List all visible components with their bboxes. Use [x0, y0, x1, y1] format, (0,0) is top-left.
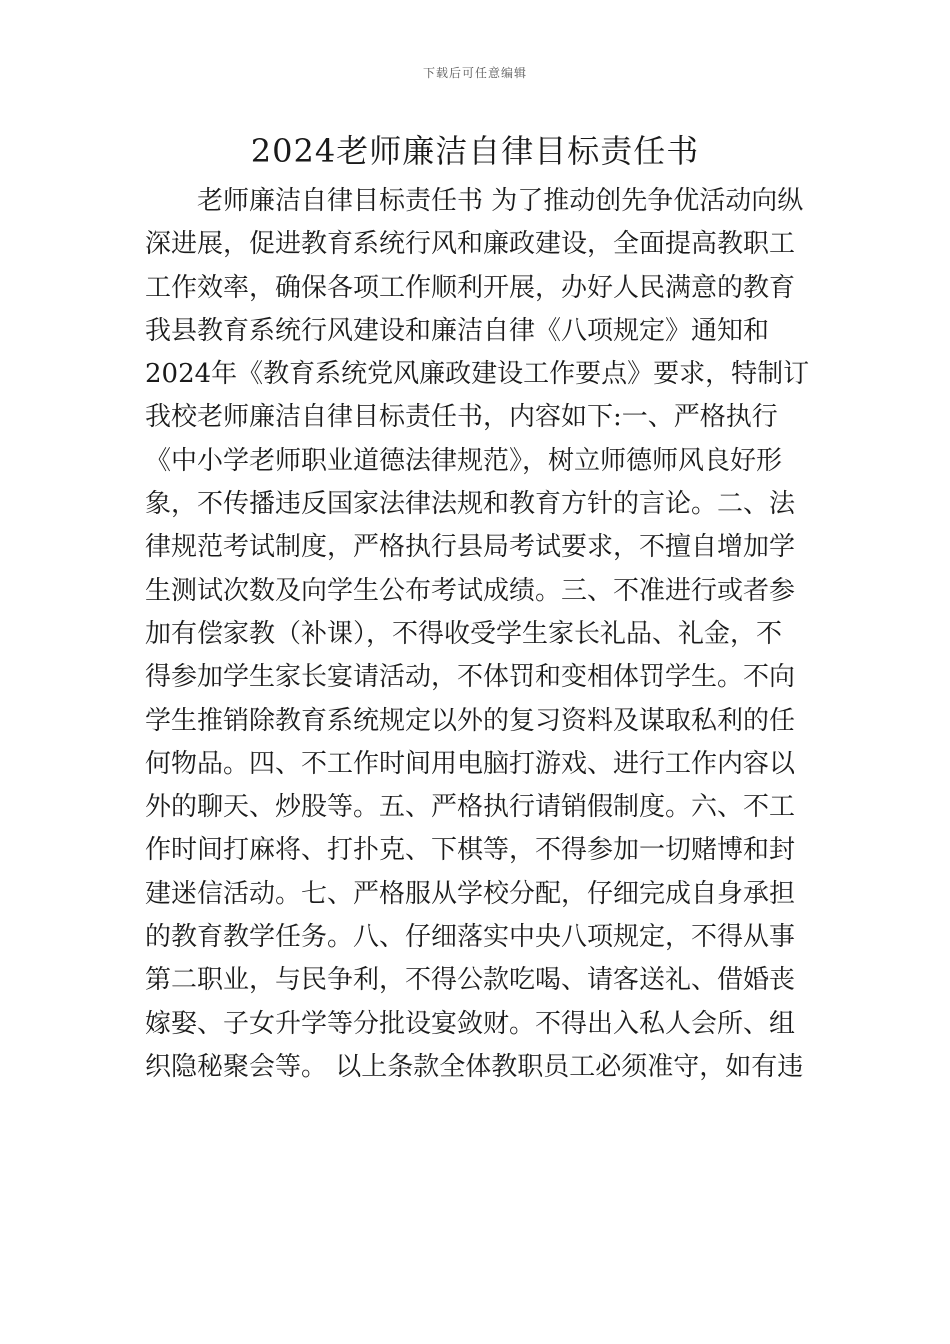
body-line: 律规范考试制度，严格执行县局考试要求，不擅自增加学: [145, 532, 796, 563]
body-line: 建迷信活动。七、严格服从学校分配，仔细完成自身承担: [145, 878, 796, 909]
body-line: 我县教育系统行风建设和廉洁自律《八项规定》通知和: [145, 315, 770, 346]
body-line: 加有偿家教（补课），不得收受学生家长礼品、礼金，不: [145, 618, 783, 649]
body-line: 第二职业，与民争利，不得公款吃喝、请客送礼、借婚丧: [145, 965, 796, 996]
body-line: 嫁娶、子女升学等分批设宴敛财。不得出入私人会所、组: [145, 1008, 796, 1039]
body-line: 我校老师廉洁自律目标责任书，内容如下:一、严格执行: [145, 402, 778, 433]
body-line: 的教育教学任务。八、仔细落实中央八项规定，不得从事: [145, 922, 796, 953]
document-body: [145, 180, 810, 1089]
body-line: 象，不传播违反国家法律法规和教育方针的言论。二、法: [145, 489, 796, 520]
body-line: 深进展，促进教育系统行风和廉政建设，全面提高教职工: [145, 229, 796, 260]
page-header-note: 下载后可任意编辑: [422, 66, 527, 80]
body-line: 何物品。四、不工作时间用电脑打游戏、进行工作内容以: [145, 748, 796, 779]
body-line: 得参加学生家长宴请活动，不体罚和变相体罚学生。不向: [145, 662, 796, 693]
body-line: 2024年《教育系统党风廉政建设工作要点》要求，特制订: [145, 359, 810, 390]
body-line: 老师廉洁自律目标责任书 为了推动创先争优活动向纵: [145, 186, 804, 216]
body-line: 织隐秘聚会等。 以上条款全体教职员工必须准守，如有违: [145, 1051, 804, 1082]
body-line: 学生推销除教育系统规定以外的复习资料及谋取私利的任: [145, 705, 796, 736]
document-title: 2024老师廉洁自律目标责任书: [250, 132, 700, 170]
body-line: 作时间打麻将、打扑克、下棋等，不得参加一切赌博和封: [145, 835, 796, 866]
body-line: 生测试次数及向学生公布考试成绩。三、不准进行或者参: [145, 575, 796, 606]
body-line: 外的聊天、炒股等。五、严格执行请销假制度。六、不工: [145, 792, 796, 823]
body-line: 工作效率，确保各项工作顺利开展，办好人民满意的教育: [145, 272, 796, 303]
body-line: 《中小学老师职业道德法律规范》，树立师德师风良好形: [145, 445, 783, 476]
